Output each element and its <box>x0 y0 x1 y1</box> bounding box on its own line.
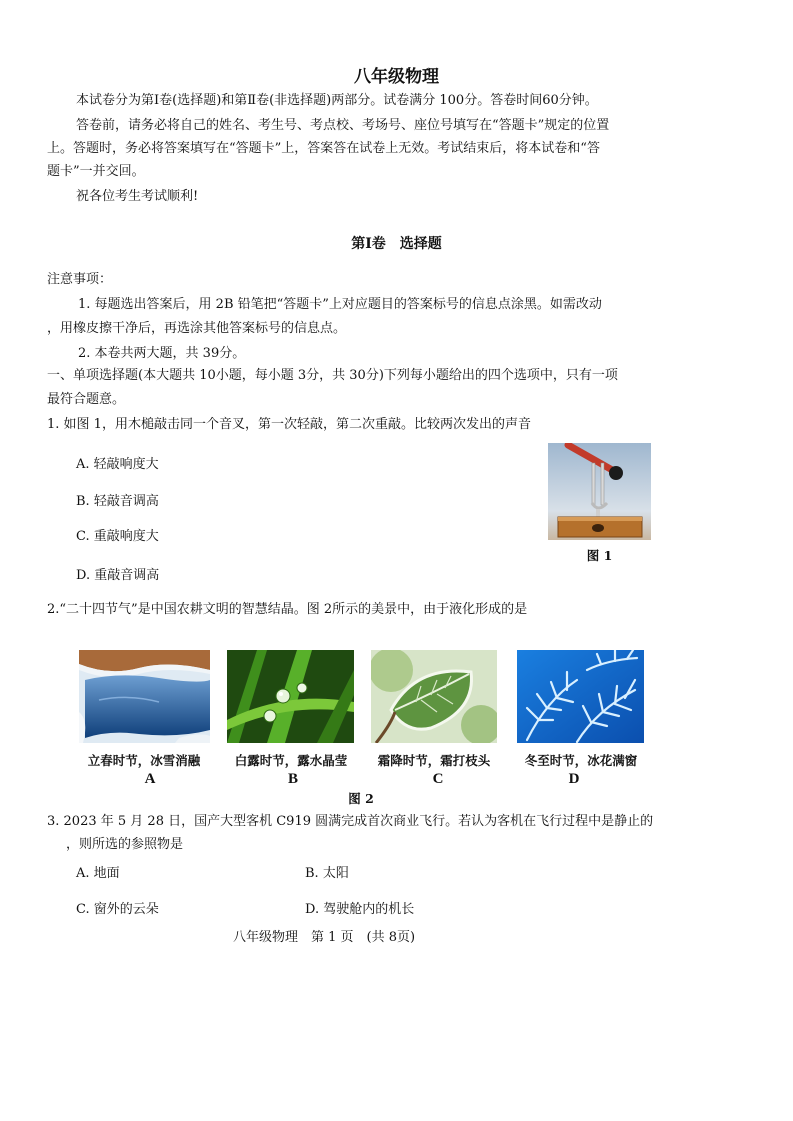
intro-line-4: 题卡”一并交回。 <box>47 164 145 179</box>
page-footer: 八年级物理 第 1 页 (共 8页) <box>233 930 416 945</box>
notice-label: 注意事项： <box>47 272 113 287</box>
q3-stem-b: ，则所选的参照物是 <box>66 837 184 852</box>
intro-line-2: 答卷前，请务必将自己的姓名、考生号、考点校、考场号、座位号填写在“答题卡”规定的位置 <box>76 118 610 133</box>
q1-option-c[interactable]: C. 重敲响度大 <box>76 529 159 544</box>
wish-line: 祝各位考生考试顺利! <box>76 189 199 204</box>
melting-ice-photo <box>79 650 210 743</box>
image-b-letter[interactable]: B <box>287 771 298 787</box>
frost-leaf-photo <box>371 650 497 743</box>
q3-option-b[interactable]: B. 太阳 <box>305 866 349 881</box>
dew-drops-photo <box>227 650 354 743</box>
notice-1a: 1. 每题选出答案后，用 2B 铅笔把“答题卡”上对应题目的答案标号的信息点涂黑。如需改动 <box>78 297 602 312</box>
notice-2: 2. 本卷共两大题，共 39分。 <box>78 346 246 361</box>
q1-option-a[interactable]: A. 轻敲响度大 <box>76 457 159 472</box>
intro-line-3: 上。答题时，务必将答案填写在“答题卡”上，答案答在试卷上无效。考试结束后，将本试卷和“答 <box>47 141 600 156</box>
part1-instruction-a: 一、单项选择题(本大题共 10小题，每小题 3分，共 30分)下列每小题给出的四个选项中，只有一项 <box>47 368 618 383</box>
q3-option-a[interactable]: A. 地面 <box>76 866 120 881</box>
page-title: 八年级物理 <box>354 67 439 87</box>
window-ice-flowers-photo <box>517 650 644 743</box>
image-b-caption: 白露时节，露水晶莹 <box>234 753 348 768</box>
q3-option-d[interactable]: D. 驾驶舱内的机长 <box>305 902 415 917</box>
notice-1b: ，用橡皮擦干净后，再选涂其他答案标号的信息点。 <box>47 321 347 336</box>
figure-2-caption: 图 2 <box>348 791 374 806</box>
image-d-letter[interactable]: D <box>568 771 580 787</box>
image-c-letter[interactable]: C <box>432 771 444 787</box>
image-a-caption: 立春时节，冰雪消融 <box>87 753 201 768</box>
image-c-caption: 霜降时节，霜打枝头 <box>377 753 491 768</box>
section-title: 第Ⅰ卷 选择题 <box>351 236 442 252</box>
image-d-caption: 冬至时节，冰花满窗 <box>524 753 638 768</box>
q1-option-d[interactable]: D. 重敲音调高 <box>76 568 160 583</box>
image-a-letter[interactable]: A <box>144 771 156 787</box>
q1-option-b[interactable]: B. 轻敲音调高 <box>76 494 159 509</box>
figure-1-caption: 图 1 <box>586 548 613 563</box>
intro-line-1: 本试卷分为第Ⅰ卷(选择题)和第Ⅱ卷(非选择题)两部分。试卷满分 100分。答卷时间60分钟。 <box>76 93 598 108</box>
q2-stem: 2.“二十四节气”是中国农耕文明的智慧结晶。图 2所示的美景中，由于液化形成的是 <box>47 602 528 617</box>
tuning-fork-photo <box>548 443 651 540</box>
part1-instruction-b: 最符合题意。 <box>47 392 126 407</box>
q3-stem-a: 3. 2023 年 5 月 28 日，国产大型客机 C919 圆满完成首次商业飞行。若认为客机在飞行过程中是静止的 <box>47 814 654 829</box>
q1-stem: 1. 如图 1，用木槌敲击同一个音叉，第一次轻敲，第二次重敲。比较两次发出的声音 <box>47 417 531 432</box>
q3-option-c[interactable]: C. 窗外的云朵 <box>76 902 159 917</box>
